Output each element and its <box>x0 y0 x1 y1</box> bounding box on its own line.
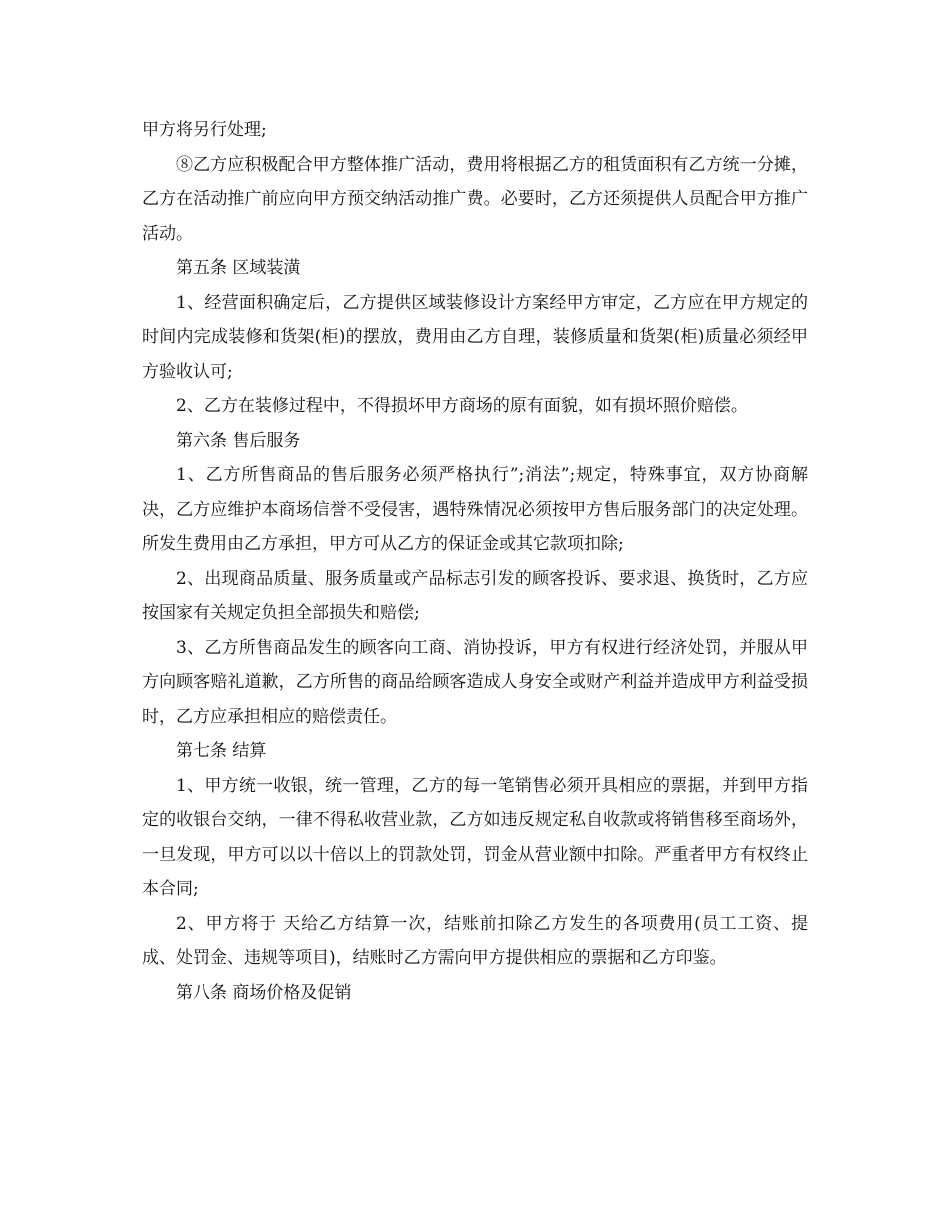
paragraph-7-2: 2、甲方将于 天给乙方结算一次，结账前扣除乙方发生的各项费用(员工工资、提成、处罚金、违规等项目)，结账时乙方需向甲方提供相应的票据和乙方印鉴。 <box>142 913 808 968</box>
paragraph-6-1: 1、乙方所售商品的售后服务必须严格执行”;消法”;规定，特殊事宜，双方协商解决，乙方应维护本商场信誉不受侵害，遇特殊情况必须按甲方售后服务部门的决定处理。所发生费用由乙方承担，甲方可从乙方的保证金或其它款项扣除; <box>142 465 808 554</box>
paragraph-continuation: 甲方将另行处理; <box>142 120 267 140</box>
paragraph-5-2: 2、乙方在装修过程中，不得损坏甲方商场的原有面貌，如有损坏照价赔偿。 <box>176 396 748 416</box>
section-heading-7: 第七条 结算 <box>176 741 267 761</box>
paragraph-7-1: 1、甲方统一收银，统一管理，乙方的每一笔销售必须开具相应的票据，并到甲方指定的收银台交纳，一律不得私收营业款，乙方如违反规定私自收款或将销售移至商场外，一旦发现，甲方可以以十倍以上的罚款处罚，罚金从营业额中扣除。严重者甲方有权终止本合同; <box>142 775 808 899</box>
section-heading-6: 第六条 售后服务 <box>176 430 301 451</box>
document-page <box>142 113 808 1010</box>
paragraph-6-3: 3、乙方所售商品发生的顾客向工商、消协投诉，甲方有权进行经济处罚，并服从甲方向顾客赔礼道歉，乙方所售的商品给顾客造成人身安全或财产利益并造成甲方利益受损时，乙方应承担相应的赔偿责任。 <box>142 637 808 727</box>
paragraph-promotion: ⑧乙方应积极配合甲方整体推广活动，费用将根据乙方的租赁面积有乙方统一分摊，乙方在活动推广前应向甲方预交纳活动推广费。必要时，乙方还须提供人员配合甲方推广活动。 <box>142 154 808 244</box>
section-heading-8: 第八条 商场价格及促销 <box>176 982 352 1003</box>
paragraph-5-1: 1、经营面积确定后，乙方提供区域装修设计方案经甲方审定，乙方应在甲方规定的时间内完成装修和货架(柜)的摆放，费用由乙方自理，装修质量和货架(柜)质量必须经甲方验收认可; <box>142 292 808 382</box>
paragraph-6-2: 2、出现商品质量、服务质量或产品标志引发的顾客投诉、要求退、换货时，乙方应按国家有关规定负担全部损失和赔偿; <box>142 568 808 623</box>
section-heading-5: 第五条 区域装潢 <box>176 258 301 278</box>
